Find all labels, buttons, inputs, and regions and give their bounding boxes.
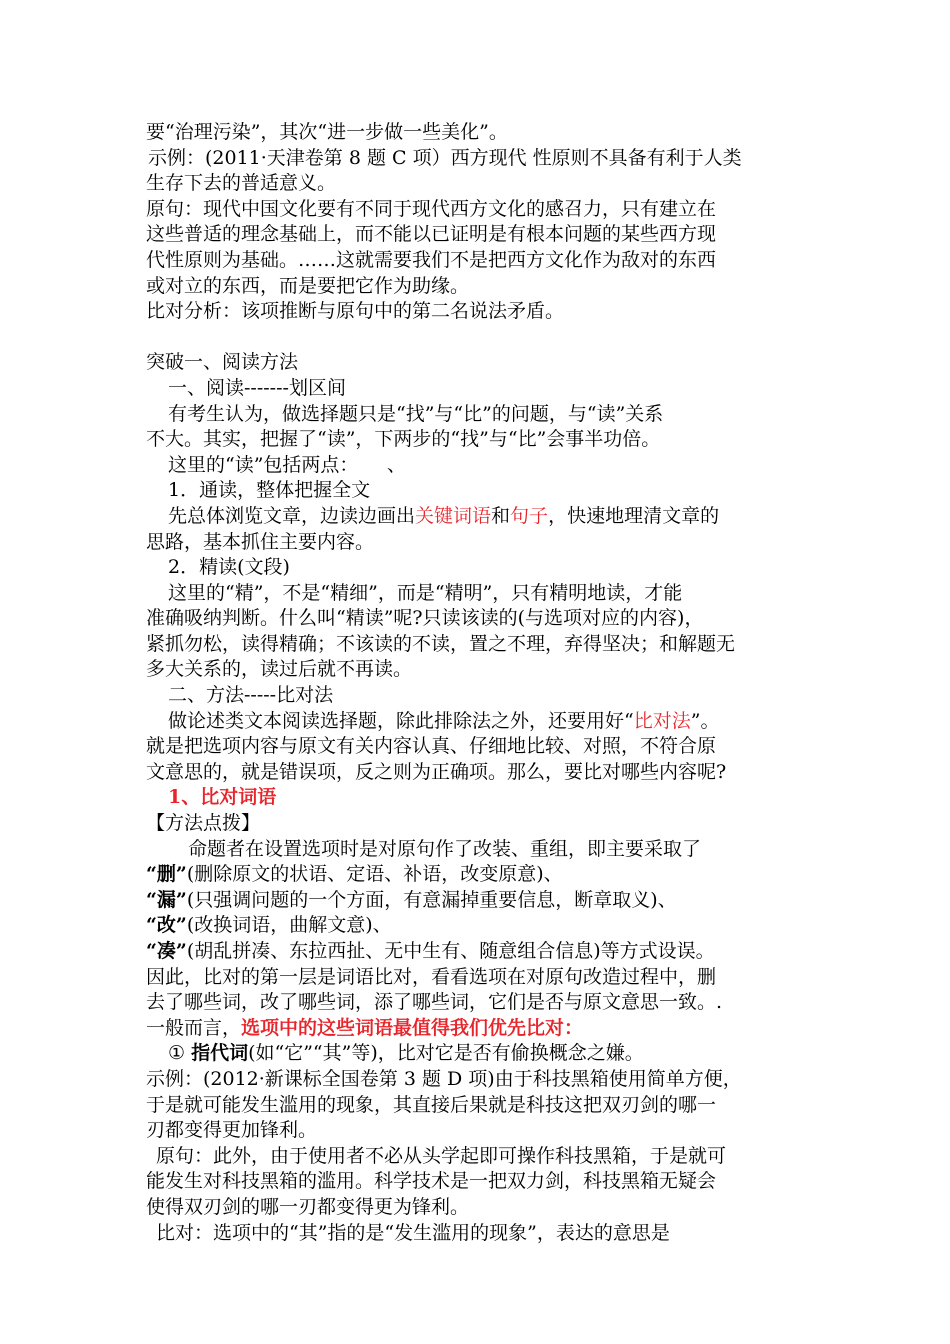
blank-line [146, 325, 826, 351]
text-line [146, 939, 826, 965]
text-line [146, 1041, 826, 1067]
text-line [146, 760, 826, 786]
text-segment: 生存下去的普适意义。 [146, 172, 337, 195]
text-line [146, 888, 826, 914]
text-segment-red: 比对法 [633, 709, 691, 732]
text-line [146, 453, 826, 479]
text-segment: 因此，比对的第一层是词语比对，看看选项在对原句改造过程中，删 [146, 965, 717, 988]
text-segment: 比对分析：该项推断与原句中的第二名说法矛盾。 [146, 300, 565, 323]
text-segment: 先总体浏览文章，边读边画出 [168, 504, 416, 527]
text-segment: 这里的“精”，不是“精细”，而是“精明”，只有精明地读，才能 [168, 581, 683, 604]
text-line [146, 274, 826, 300]
text-line [146, 734, 826, 760]
text-segment: 或对立的东西，而是要把它作为助缘。 [146, 274, 470, 297]
text-segment: 刃都变得更加锋利。 [146, 1119, 318, 1142]
text-line [146, 581, 826, 607]
text-segment: 紧抓勿松，读得精确；不该读的不读，置之不理，弃得坚决；和解题无 [146, 632, 736, 655]
text-segment: 和 [491, 504, 511, 527]
text-segment: 做论述类文本阅读选择题，除此排除法之外，还要用好“ [168, 709, 634, 732]
text-segment-bold: “凑” [146, 940, 187, 962]
text-segment: (改换词语，曲解文意)、 [186, 914, 392, 937]
text-segment: 就是把选项内容与原文有关内容认真、仔细地比较、对照，不符合原 [146, 735, 717, 758]
text-line [146, 1067, 826, 1093]
text-line [146, 837, 826, 863]
text-line [146, 657, 826, 683]
text-segment: 能发生对科技黑箱的滥用。科学技术是一把双力剑，科技黑箱无疑会 [146, 1170, 717, 1193]
text-segment-red-bold: 选项中的这些词语最值得我们优先比对： [241, 1016, 584, 1039]
text-line [146, 376, 826, 402]
text-segment: 示例：(2011·天津卷第 8 题 C 项）西方现代 性原则不具备有利于人类 [148, 146, 742, 169]
text-segment: 思路，基本抓住主要内容。 [146, 530, 375, 553]
text-line [146, 862, 826, 888]
text-segment-red-bold: 1、比对词语 [168, 786, 277, 809]
text-line [146, 811, 826, 837]
text-line [146, 350, 826, 376]
text-line [146, 785, 826, 811]
text-segment: 命题者在设置选项时是对原句作了改装、重组，即主要采取了 [188, 837, 702, 860]
text-line [146, 1016, 826, 1042]
text-segment: 有考生认为，做选择题只是“找”与“比”的问题，与“读”关系 [168, 402, 664, 425]
text-segment: 原句：此外，由于使用者不必从头学起即可操作科技黑箱，于是就可 [156, 1144, 727, 1167]
text-line [146, 965, 826, 991]
text-segment: 比对：选项中的“其”指的是“发生滥用的现象”，表达的意思是 [156, 1221, 670, 1244]
text-line [146, 197, 826, 223]
text-segment: 2．精读(文段) [168, 556, 290, 579]
text-segment: ”。 [690, 709, 720, 732]
text-line [146, 504, 826, 530]
text-line [146, 1169, 826, 1195]
text-line [146, 478, 826, 504]
text-line [146, 1195, 826, 1221]
text-line [146, 222, 826, 248]
text-segment: 一般而言， [146, 1016, 242, 1039]
text-line [146, 555, 826, 581]
text-segment: 1．通读，整体把握全文 [168, 479, 371, 502]
text-segment: 原句：现代中国文化要有不同于现代西方文化的感召力，只有建立在 [146, 197, 717, 220]
text-line [146, 1221, 826, 1247]
text-line [146, 606, 826, 632]
text-line [146, 299, 826, 325]
text-segment: 准确吸纳判断。什么叫“精读”呢?只读该读的(与选项对应的内容)， [146, 607, 704, 630]
text-line [146, 530, 826, 556]
text-segment-bold: “改” [146, 914, 187, 937]
text-line [146, 120, 826, 146]
text-segment: (删除原文的状语、定语、补语，改变原意)、 [186, 863, 563, 886]
text-segment: 于是就可能发生滥用的现象，其直接后果就是科技这把双刃剑的哪一 [146, 1093, 717, 1116]
text-segment: 【方法点拨】 [146, 812, 261, 835]
text-line [146, 683, 826, 709]
text-line [146, 1144, 826, 1170]
text-segment: 使得双刃剑的哪一刃都变得更为锋利。 [146, 1195, 470, 1218]
text-segment: 多大关系的，读过后就不再读。 [146, 658, 413, 681]
text-segment: 代性原则为基础。……这就需要我们不是把西方文化作为敌对的东西 [146, 248, 717, 271]
text-segment: 一、阅读-------划区间 [168, 376, 346, 399]
text-segment: ，快速地理清文章的 [548, 504, 720, 527]
text-segment: (胡乱拼凑、东拉西扯、无中生有、随意组合信息)等方式设误。 [186, 940, 715, 962]
text-segment-bold: 指代词 [191, 1042, 249, 1065]
document-body [146, 120, 826, 1246]
text-segment: 突破一、阅读方法 [146, 351, 299, 374]
text-line [146, 171, 826, 197]
text-segment: ① [168, 1042, 192, 1065]
text-line [146, 427, 826, 453]
text-segment-red: 句子 [510, 504, 549, 527]
text-segment: 去了哪些词，改了哪些词，添了哪些词，它们是否与原文意思一致。. [146, 991, 723, 1014]
text-line [146, 1093, 826, 1119]
text-segment: 这些普适的理念基础上，而不能以已证明是有根本问题的某些西方现 [146, 223, 717, 246]
text-segment-bold: “漏” [146, 888, 187, 911]
text-segment: 示例：(2012·新课标全国卷第 3 题 D 项)由于科技黑箱使用简单方便， [146, 1067, 742, 1090]
text-segment-red: 关键词语 [415, 504, 492, 527]
text-line [146, 1118, 826, 1144]
text-segment: (如“它”“其”等)，比对它是否有偷换概念之嫌。 [248, 1042, 644, 1065]
text-line [146, 632, 826, 658]
text-segment: (只强调问题的一个方面，有意漏掉重要信息，断章取义)、 [186, 888, 677, 911]
text-segment: 文意思的，就是错误项，反之则为正确项。那么，要比对哪些内容呢? [146, 760, 727, 783]
text-segment: 二、方法-----比对法 [168, 684, 334, 707]
text-line [146, 402, 826, 428]
text-line [146, 146, 826, 172]
text-line [146, 709, 826, 735]
text-segment-bold: “删” [146, 863, 187, 886]
text-segment: 不大。其实，把握了“读”，下两步的“找”与“比”会事半功倍。 [146, 428, 661, 451]
text-segment: 这里的“读”包括两点： 、 [168, 453, 406, 476]
text-line [146, 990, 826, 1016]
text-segment: 要“治理污染”，其次“进一步做一些美化”。 [146, 121, 508, 143]
text-line [146, 248, 826, 274]
text-line [146, 913, 826, 939]
